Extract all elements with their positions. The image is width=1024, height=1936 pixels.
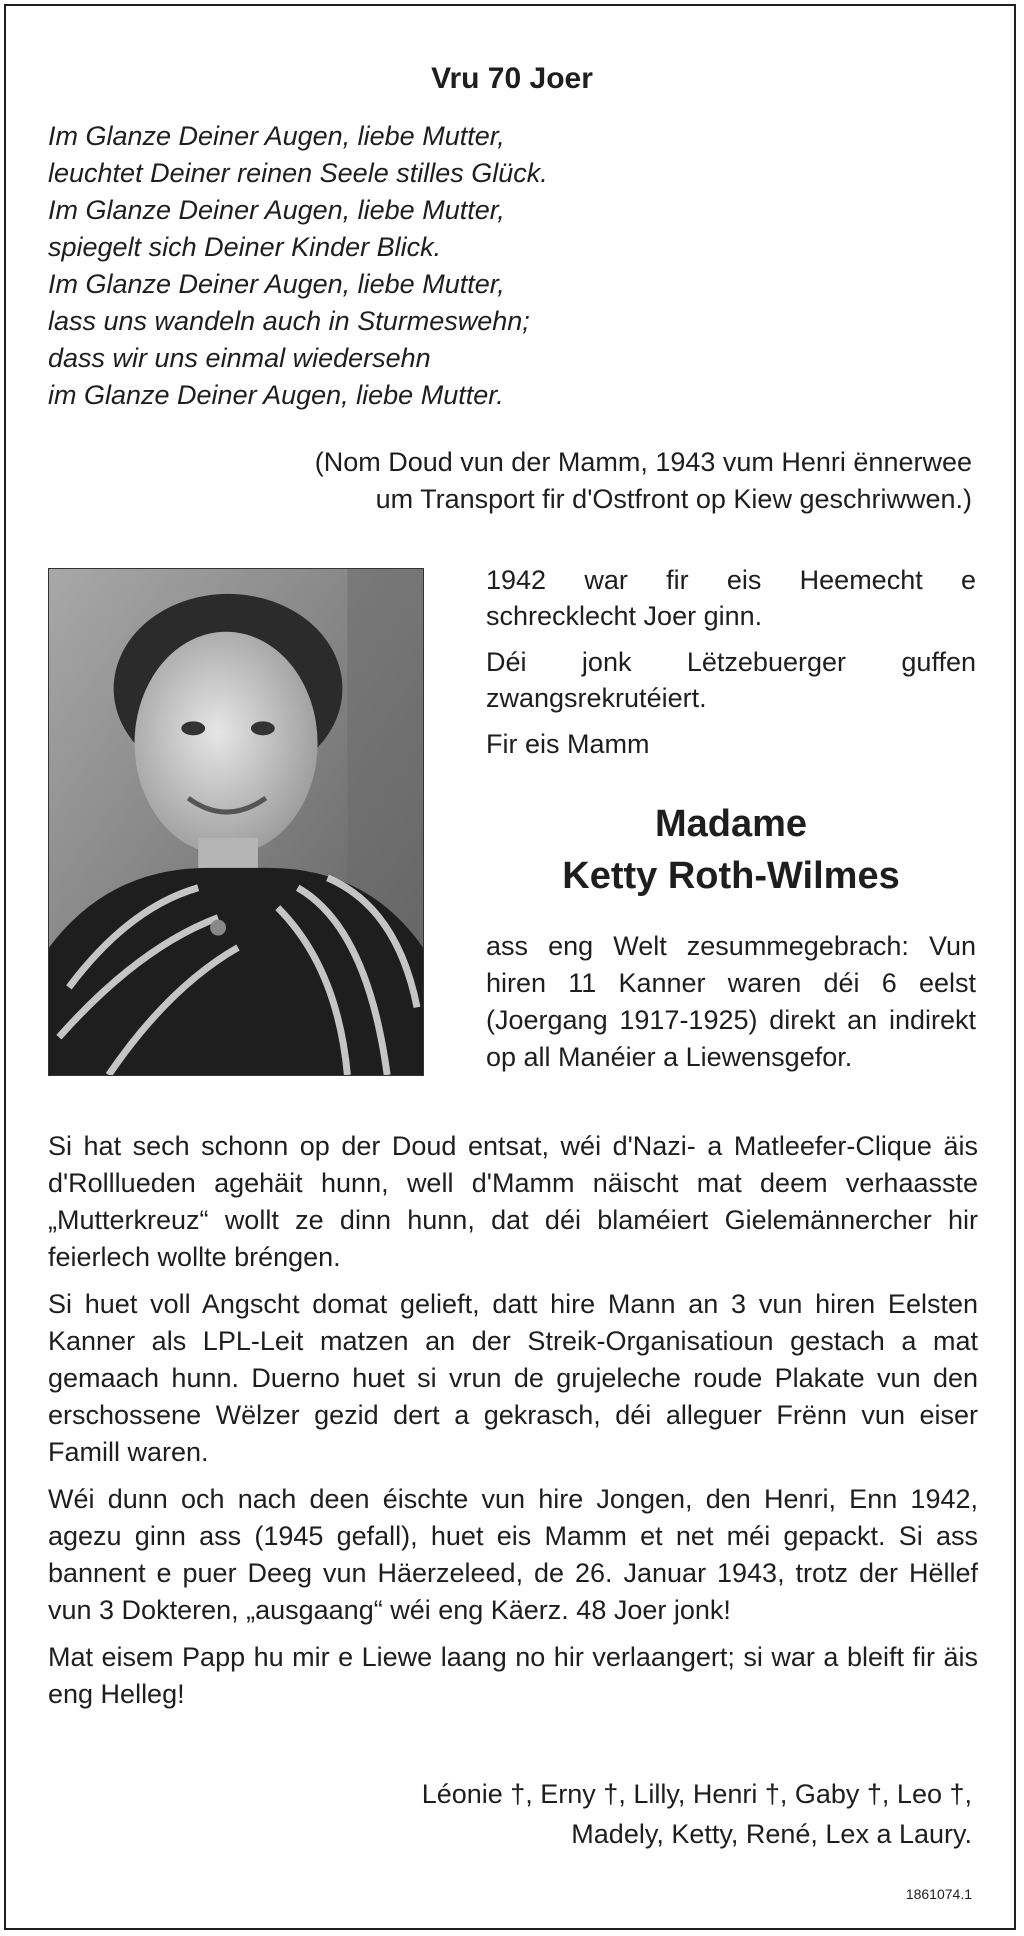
body-paragraph: Si huet voll Angscht domat gelieft, datt hire Mann an 3 vun hiren Eelsten Kanner als LPL-Leit matzen an der Streik-Organisatioun gestach a mat gemaach hunn. Duerno huet si vrun de grujeleche roude Plakate vun den erschossene Wëlzer gezid dert a gekrasch, déi alleguer Frënn vun eiser Famill waren. bbox=[48, 1289, 978, 1467]
notice-heading: Vru 70 Joer bbox=[431, 62, 593, 95]
poem-line: dass wir uns einmal wiedersehn bbox=[48, 343, 431, 373]
body-paragraph: Si hat sech schonn op der Doud entsat, wéi d'Nazi- a Matleefer-Clique äis d'Rolllueden agehäit hunn, well d'Mamm näischt mat deem verhaasste „Mutterkreuz“ wollt ze dinn hunn, dat déi blaméiert Gielemännercher hir feierlech wollte bréngen. bbox=[48, 1131, 978, 1272]
body-paragraph: Mat eisem Papp hu mir e Liewe laang no hir verlaangert; si war a bleift fir äis eng Helleg! bbox=[48, 1642, 978, 1709]
deceased-name bbox=[486, 798, 976, 902]
poem-line: Im Glanze Deiner Augen, liebe Mutter, bbox=[48, 269, 505, 299]
poem-line: Im Glanze Deiner Augen, liebe Mutter, bbox=[48, 195, 505, 225]
intro-paragraph: 1942 war fir eis Heemecht e schrecklecht Joer ginn. bbox=[486, 565, 976, 631]
portrait-image bbox=[49, 569, 423, 1075]
intro-paragraph: Fir eis Mamm bbox=[486, 729, 650, 759]
family-signature bbox=[172, 1774, 972, 1854]
name-full: Ketty Roth-Wilmes bbox=[562, 855, 900, 897]
signature-line: Madely, Ketty, René, Lex a Laury. bbox=[571, 1819, 972, 1849]
reference-code: 1861074.1 bbox=[905, 1886, 972, 1902]
intro-paragraph: Déi jonk Lëtzebuerger guffen zwangsrekrutéiert. bbox=[486, 647, 976, 713]
obituary-notice bbox=[4, 4, 1016, 1930]
poem-line: lass uns wandeln auch in Sturmeswehn; bbox=[48, 306, 530, 336]
main-text bbox=[48, 1128, 978, 1723]
portrait-photo bbox=[48, 568, 424, 1076]
body-paragraph: Wéi dunn och nach deen éischte vun hire Jongen, den Henri, Enn 1942, agezu ginn ass (1945 gefall), huet eis Mamm et net méi gepackt. Si ass bannent e puer Deeg vun Häerzeleed, de 26. Januar 1943, trotz der Hëllef vun 3 Dokteren, „ausgaang“ wéi eng Käerz. 48 Joer jonk! bbox=[48, 1484, 978, 1625]
name-title: Madame bbox=[654, 803, 808, 845]
poem-line: Im Glanze Deiner Augen, liebe Mutter, bbox=[48, 121, 505, 151]
signature-line: Léonie †, Erny †, Lilly, Henri †, Gaby †, Leo †, bbox=[421, 1779, 972, 1809]
poem-note-line: um Transport fir d'Ostfront op Kiew geschriwwen.) bbox=[375, 484, 972, 514]
poem-line: leuchtet Deiner reinen Seele stilles Glück. bbox=[48, 158, 548, 188]
poem-line: spiegelt sich Deiner Kinder Blick. bbox=[48, 232, 442, 262]
side-paragraph: ass eng Welt zesummegebrach: Vun hiren 11 Kanner waren déi 6 eelst (Joergang 1917-1925) direkt an indirekt op all Manéier a Liewensgefor. bbox=[486, 931, 976, 1072]
poem-line: im Glanze Deiner Augen, liebe Mutter. bbox=[48, 380, 504, 410]
poem-note-line: (Nom Doud vun der Mamm, 1943 vum Henri ënnerwee bbox=[314, 447, 972, 477]
intro-text bbox=[486, 562, 976, 772]
poem-source-note bbox=[112, 444, 972, 518]
poem bbox=[48, 118, 948, 414]
